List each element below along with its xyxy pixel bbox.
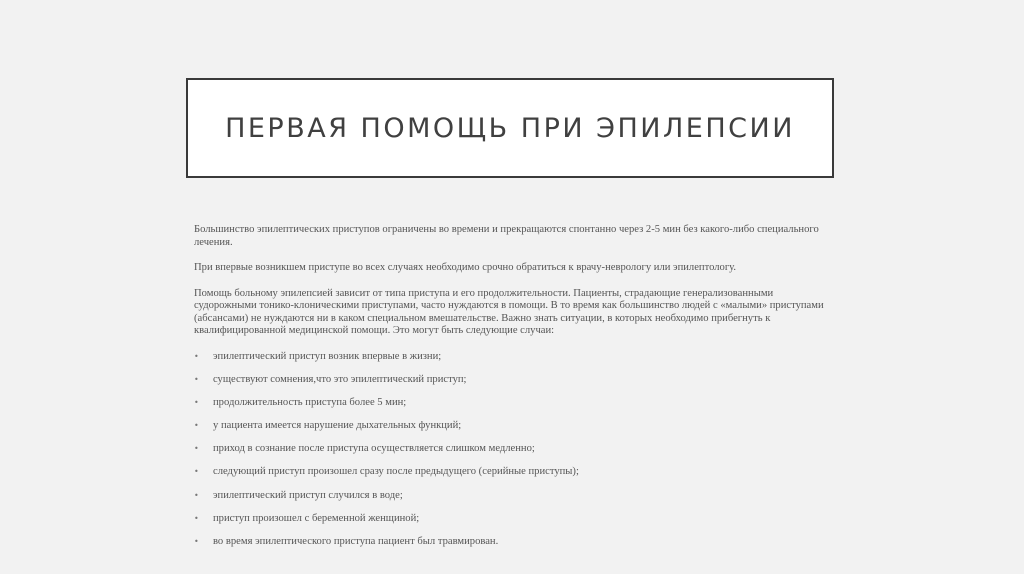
bullet-icon: • xyxy=(194,351,199,361)
list-item xyxy=(194,351,838,374)
bullet-icon: • xyxy=(194,537,199,546)
list-item xyxy=(194,443,838,466)
list-item-text: эпилептический приступ возник впервые в жизни; xyxy=(213,350,442,362)
bullet-icon: • xyxy=(194,397,199,407)
bullet-icon: • xyxy=(194,467,199,477)
paragraph: Большинство эпилептических приступов ограничены во времени и прекращаются спонтанно через 2-5 мин без какого-либо специального лечения. xyxy=(194,224,819,248)
list-item-text: во время эпилептического приступа пациент был травмирован. xyxy=(213,536,499,547)
paragraph: При впервые возникшем приступе во всех случаях необходимо срочно обратиться к врачу-неврологу или эпилептологу. xyxy=(194,262,737,273)
list-item-text: приход в сознание после приступа осуществляется слишком медленно; xyxy=(213,443,535,455)
bullet-icon: • xyxy=(194,421,199,431)
list-item-text: приступ произошел с беременной женщиной; xyxy=(213,512,420,524)
list-item-text: у пациента имеется нарушение дыхательных функций; xyxy=(213,420,462,432)
slide-title: ПЕРВАЯ ПОМОЩЬ ПРИ ЭПИЛЕПСИИ xyxy=(225,112,795,144)
list-item-text: следующий приступ произошел сразу после предыдущего (серийные приступы); xyxy=(213,466,579,478)
list-item xyxy=(194,374,838,397)
bullet-icon: • xyxy=(194,444,199,454)
list-item xyxy=(194,420,838,443)
list-item xyxy=(194,513,838,536)
list-item xyxy=(194,466,838,489)
list-item-text: существуют сомнения,что это эпилептический приступ; xyxy=(213,373,467,385)
bullet-icon: • xyxy=(194,374,199,384)
bullet-list xyxy=(194,351,838,560)
list-item xyxy=(194,490,838,513)
list-item-text: эпилептический приступ случился в воде; xyxy=(213,489,403,501)
list-item-text: продолжительность приступа более 5 мин; xyxy=(213,396,407,408)
slide-body xyxy=(194,224,838,559)
bullet-icon: • xyxy=(194,513,199,523)
bullet-icon: • xyxy=(194,490,199,500)
list-item xyxy=(194,536,838,559)
paragraph: Помощь больному эпилепсией зависит от типа приступа и его продолжительности. Пациенты, страдающие генерализованными судорожными тонико-клоническими приступами, часто нуждаются в помощи. В то время как большинство людей с «малыми» приступами (абсансами) не нуждаются ни в каком специальном вмешательстве. Важно знать ситуации, в которых необходимо прибегнуть к квалифицированной медицинской помощи. Это могут быть следующие случаи: xyxy=(194,287,824,336)
list-item xyxy=(194,397,838,420)
title-box xyxy=(186,78,834,178)
